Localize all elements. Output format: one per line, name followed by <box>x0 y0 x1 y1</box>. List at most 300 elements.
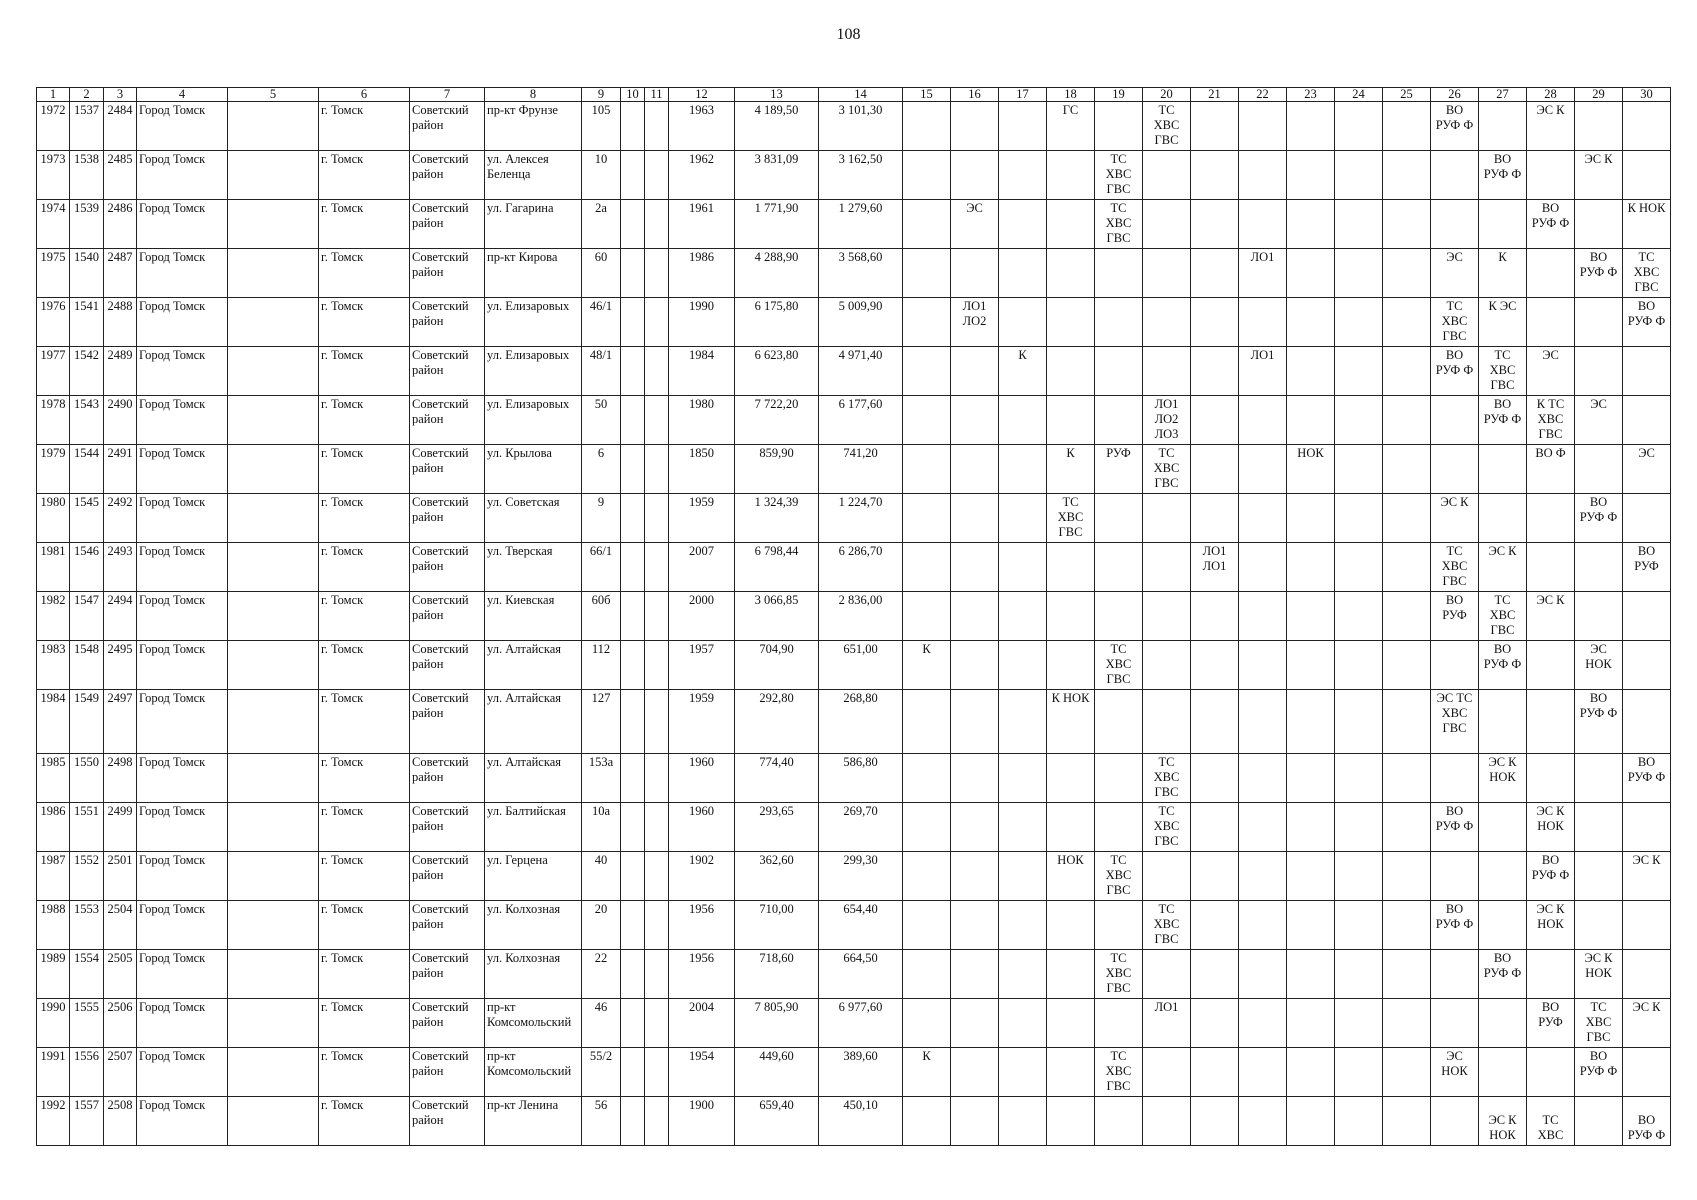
table-cell-col-20 <box>1143 298 1191 347</box>
table-cell-col-25 <box>1383 1097 1431 1146</box>
table-cell-col-29 <box>1575 102 1623 151</box>
table-cell-col-5 <box>228 690 319 754</box>
table-cell-col-27 <box>1479 999 1527 1048</box>
table-cell-col-8: пр-кт Ленина <box>485 1097 582 1146</box>
table-cell-col-21: ЛО1 ЛО1 <box>1191 543 1239 592</box>
table-cell-col-4: Город Томск <box>137 999 228 1048</box>
table-cell-col-9: 105 <box>582 102 621 151</box>
table-cell-col-20: ТС ХВС ГВС <box>1143 754 1191 803</box>
table-cell-col-5 <box>228 494 319 543</box>
table-row <box>37 641 1671 690</box>
table-row <box>37 543 1671 592</box>
table-cell-col-18: ГС <box>1047 102 1095 151</box>
table-cell-col-27 <box>1479 445 1527 494</box>
table-cell-col-18 <box>1047 754 1095 803</box>
table-cell-col-6: г. Томск <box>319 950 410 999</box>
table-cell-col-13: 6 175,80 <box>735 298 819 347</box>
table-cell-col-23 <box>1287 754 1335 803</box>
table-cell-col-28 <box>1527 249 1575 298</box>
table-cell-col-5 <box>228 445 319 494</box>
table-cell-col-12: 1900 <box>669 1097 735 1146</box>
table-cell-col-26: ТС ХВС ГВС <box>1431 298 1479 347</box>
table-cell-col-19 <box>1095 901 1143 950</box>
table-cell-col-28: ЭС К НОК <box>1527 901 1575 950</box>
table-cell-col-26: ВО РУФ Ф <box>1431 803 1479 852</box>
table-cell-col-21 <box>1191 901 1239 950</box>
table-cell-col-9: 9 <box>582 494 621 543</box>
table-cell-col-11 <box>645 1048 669 1097</box>
table-cell-col-3: 2497 <box>104 690 137 754</box>
table-cell-col-11 <box>645 543 669 592</box>
table-cell-col-22 <box>1239 298 1287 347</box>
table-cell-col-7: Советский район <box>410 102 485 151</box>
table-cell-col-27: ВО РУФ Ф <box>1479 396 1527 445</box>
table-cell-col-8: ул. Алтайская <box>485 641 582 690</box>
table-cell-col-1: 1980 <box>37 494 70 543</box>
table-cell-col-19 <box>1095 249 1143 298</box>
table-cell-col-16 <box>951 754 999 803</box>
table-cell-col-19 <box>1095 999 1143 1048</box>
table-cell-col-2: 1546 <box>70 543 104 592</box>
table-cell-col-11 <box>645 151 669 200</box>
table-cell-col-16: ЛО1 ЛО2 <box>951 298 999 347</box>
table-cell-col-14: 3 162,50 <box>819 151 903 200</box>
table-cell-col-23 <box>1287 151 1335 200</box>
table-cell-col-1: 1978 <box>37 396 70 445</box>
table-cell-col-20 <box>1143 1097 1191 1146</box>
table-cell-col-2: 1541 <box>70 298 104 347</box>
table-cell-col-3: 2499 <box>104 803 137 852</box>
table-cell-col-29 <box>1575 901 1623 950</box>
table-cell-col-25 <box>1383 1048 1431 1097</box>
table-cell-col-18 <box>1047 347 1095 396</box>
table-cell-col-2: 1556 <box>70 1048 104 1097</box>
table-row <box>37 445 1671 494</box>
table-cell-col-16 <box>951 852 999 901</box>
table-cell-col-5 <box>228 803 319 852</box>
table-cell-col-9: 60б <box>582 592 621 641</box>
table-cell-col-20 <box>1143 1048 1191 1097</box>
table-cell-col-16 <box>951 445 999 494</box>
table-cell-col-8: ул. Гагарина <box>485 200 582 249</box>
table-cell-col-1: 1987 <box>37 852 70 901</box>
table-cell-col-3: 2487 <box>104 249 137 298</box>
table-cell-col-15: К <box>903 641 951 690</box>
table-cell-col-16 <box>951 151 999 200</box>
table-cell-col-9: 48/1 <box>582 347 621 396</box>
table-cell-col-9: 60 <box>582 249 621 298</box>
table-cell-col-11 <box>645 999 669 1048</box>
column-header-20: 20 <box>1143 88 1191 102</box>
table-cell-col-26 <box>1431 999 1479 1048</box>
table-cell-col-23 <box>1287 592 1335 641</box>
table-cell-col-11 <box>645 641 669 690</box>
table-cell-col-30 <box>1623 803 1671 852</box>
table-cell-col-25 <box>1383 347 1431 396</box>
table-cell-col-24 <box>1335 543 1383 592</box>
table-cell-col-21 <box>1191 200 1239 249</box>
table-cell-col-6: г. Томск <box>319 396 410 445</box>
table-cell-col-9: 20 <box>582 901 621 950</box>
table-cell-col-5 <box>228 200 319 249</box>
table-cell-col-17 <box>999 592 1047 641</box>
table-cell-col-14: 664,50 <box>819 950 903 999</box>
table-cell-col-5 <box>228 592 319 641</box>
table-cell-col-25 <box>1383 151 1431 200</box>
table-cell-col-15 <box>903 249 951 298</box>
table-cell-col-15: К <box>903 1048 951 1097</box>
table-cell-col-30: ВО РУФ <box>1623 543 1671 592</box>
table-cell-col-22 <box>1239 151 1287 200</box>
table-cell-col-12: 1980 <box>669 396 735 445</box>
table-cell-col-15 <box>903 200 951 249</box>
table-cell-col-15 <box>903 754 951 803</box>
table-cell-col-28 <box>1527 151 1575 200</box>
column-header-2: 2 <box>70 88 104 102</box>
table-cell-col-13: 859,90 <box>735 445 819 494</box>
table-cell-col-19 <box>1095 1097 1143 1146</box>
table-cell-col-3: 2489 <box>104 347 137 396</box>
table-cell-col-13: 3 831,09 <box>735 151 819 200</box>
table-cell-col-10 <box>621 950 645 999</box>
table-cell-col-3: 2504 <box>104 901 137 950</box>
table-cell-col-27: ЭС К <box>1479 543 1527 592</box>
table-cell-col-17 <box>999 249 1047 298</box>
table-cell-col-11 <box>645 445 669 494</box>
table-cell-col-8: пр-кт Комсомольский <box>485 1048 582 1097</box>
table-cell-col-6: г. Томск <box>319 803 410 852</box>
table-cell-col-20 <box>1143 852 1191 901</box>
table-cell-col-20 <box>1143 347 1191 396</box>
table-cell-col-23 <box>1287 901 1335 950</box>
column-header-19: 19 <box>1095 88 1143 102</box>
table-cell-col-30 <box>1623 592 1671 641</box>
table-cell-col-9: 2а <box>582 200 621 249</box>
table-cell-col-2: 1545 <box>70 494 104 543</box>
table-cell-col-19 <box>1095 754 1143 803</box>
table-cell-col-7: Советский район <box>410 543 485 592</box>
table-cell-col-23 <box>1287 641 1335 690</box>
table-cell-col-21 <box>1191 803 1239 852</box>
table-cell-col-23 <box>1287 249 1335 298</box>
column-header-11: 11 <box>645 88 669 102</box>
table-cell-col-11 <box>645 852 669 901</box>
table-cell-col-16 <box>951 1048 999 1097</box>
table-cell-col-13: 3 066,85 <box>735 592 819 641</box>
table-cell-col-14: 1 224,70 <box>819 494 903 543</box>
table-cell-col-25 <box>1383 901 1431 950</box>
table-cell-col-27: К <box>1479 249 1527 298</box>
table-cell-col-19 <box>1095 592 1143 641</box>
table-cell-col-6: г. Томск <box>319 102 410 151</box>
table-cell-col-19 <box>1095 347 1143 396</box>
table-cell-col-11 <box>645 347 669 396</box>
table-cell-col-14: 1 279,60 <box>819 200 903 249</box>
table-cell-col-13: 362,60 <box>735 852 819 901</box>
table-cell-col-27 <box>1479 690 1527 754</box>
table-cell-col-5 <box>228 1097 319 1146</box>
column-header-3: 3 <box>104 88 137 102</box>
table-cell-col-23 <box>1287 102 1335 151</box>
table-cell-col-20: ТС ХВС ГВС <box>1143 901 1191 950</box>
table-cell-col-8: ул. Елизаровых <box>485 298 582 347</box>
table-cell-col-23 <box>1287 200 1335 249</box>
table-cell-col-27: ВО РУФ Ф <box>1479 641 1527 690</box>
table-cell-col-3: 2508 <box>104 1097 137 1146</box>
table-cell-col-19: ТС ХВС ГВС <box>1095 950 1143 999</box>
table-cell-col-14: 299,30 <box>819 852 903 901</box>
table-cell-col-20 <box>1143 690 1191 754</box>
column-header-30: 30 <box>1623 88 1671 102</box>
table-cell-col-14: 586,80 <box>819 754 903 803</box>
table-row <box>37 347 1671 396</box>
table-cell-col-18: НОК <box>1047 852 1095 901</box>
table-cell-col-17 <box>999 803 1047 852</box>
column-number-header-row <box>37 88 1671 102</box>
table-cell-col-10 <box>621 102 645 151</box>
column-header-10: 10 <box>621 88 645 102</box>
table-cell-col-27 <box>1479 803 1527 852</box>
table-row <box>37 950 1671 999</box>
table-cell-col-8: ул. Алтайская <box>485 754 582 803</box>
table-cell-col-20: ЛО1 <box>1143 999 1191 1048</box>
table-cell-col-4: Город Томск <box>137 151 228 200</box>
table-cell-col-5 <box>228 950 319 999</box>
table-cell-col-9: 22 <box>582 950 621 999</box>
table-cell-col-8: ул. Герцена <box>485 852 582 901</box>
column-header-25: 25 <box>1383 88 1431 102</box>
table-cell-col-28: ВО Ф <box>1527 445 1575 494</box>
table-cell-col-22 <box>1239 494 1287 543</box>
table-cell-col-23 <box>1287 803 1335 852</box>
table-cell-col-15 <box>903 102 951 151</box>
table-cell-col-21 <box>1191 999 1239 1048</box>
table-cell-col-8: ул. Елизаровых <box>485 396 582 445</box>
table-cell-col-22 <box>1239 543 1287 592</box>
table-cell-col-6: г. Томск <box>319 200 410 249</box>
table-cell-col-1: 1976 <box>37 298 70 347</box>
table-cell-col-20 <box>1143 543 1191 592</box>
table-cell-col-20 <box>1143 641 1191 690</box>
table-cell-col-22: ЛО1 <box>1239 347 1287 396</box>
table-cell-col-3: 2494 <box>104 592 137 641</box>
table-cell-col-16 <box>951 690 999 754</box>
column-header-13: 13 <box>735 88 819 102</box>
table-row <box>37 852 1671 901</box>
table-cell-col-18 <box>1047 543 1095 592</box>
column-header-6: 6 <box>319 88 410 102</box>
table-cell-col-22 <box>1239 950 1287 999</box>
table-cell-col-25 <box>1383 999 1431 1048</box>
table-cell-col-28: ТС ХВС <box>1527 1097 1575 1146</box>
table-row <box>37 901 1671 950</box>
table-cell-col-7: Советский район <box>410 803 485 852</box>
table-cell-col-8: ул. Советская <box>485 494 582 543</box>
table-cell-col-13: 449,60 <box>735 1048 819 1097</box>
table-cell-col-3: 2505 <box>104 950 137 999</box>
table-row <box>37 151 1671 200</box>
table-cell-col-7: Советский район <box>410 445 485 494</box>
table-cell-col-3: 2488 <box>104 298 137 347</box>
table-cell-col-22 <box>1239 445 1287 494</box>
table-cell-col-19 <box>1095 102 1143 151</box>
table-cell-col-1: 1977 <box>37 347 70 396</box>
table-cell-col-24 <box>1335 690 1383 754</box>
table-row <box>37 200 1671 249</box>
table-cell-col-19 <box>1095 494 1143 543</box>
table-cell-col-2: 1554 <box>70 950 104 999</box>
table-cell-col-25 <box>1383 592 1431 641</box>
table-cell-col-24 <box>1335 999 1383 1048</box>
table-cell-col-30: ТС ХВС ГВС <box>1623 249 1671 298</box>
table-cell-col-18 <box>1047 151 1095 200</box>
table-cell-col-2: 1548 <box>70 641 104 690</box>
table-cell-col-28 <box>1527 690 1575 754</box>
table-cell-col-14: 3 568,60 <box>819 249 903 298</box>
table-row <box>37 803 1671 852</box>
table-cell-col-24 <box>1335 298 1383 347</box>
table-cell-col-26 <box>1431 641 1479 690</box>
table-cell-col-25 <box>1383 641 1431 690</box>
table-cell-col-14: 741,20 <box>819 445 903 494</box>
table-cell-col-2: 1547 <box>70 592 104 641</box>
table-cell-col-16 <box>951 950 999 999</box>
table-cell-col-9: 46/1 <box>582 298 621 347</box>
table-cell-col-4: Город Томск <box>137 1048 228 1097</box>
table-cell-col-4: Город Томск <box>137 592 228 641</box>
table-cell-col-28: ВО РУФ Ф <box>1527 852 1575 901</box>
table-cell-col-13: 7 805,90 <box>735 999 819 1048</box>
table-cell-col-19 <box>1095 690 1143 754</box>
table-cell-col-29: ВО РУФ Ф <box>1575 249 1623 298</box>
table-cell-col-23 <box>1287 298 1335 347</box>
table-cell-col-6: г. Томск <box>319 494 410 543</box>
table-cell-col-8: ул. Балтийская <box>485 803 582 852</box>
table-cell-col-28 <box>1527 543 1575 592</box>
column-header-28: 28 <box>1527 88 1575 102</box>
table-cell-col-13: 4 189,50 <box>735 102 819 151</box>
table-cell-col-30 <box>1623 102 1671 151</box>
table-cell-col-10 <box>621 754 645 803</box>
table-cell-col-18 <box>1047 1048 1095 1097</box>
table-cell-col-26: ВО РУФ Ф <box>1431 901 1479 950</box>
table-cell-col-20: ТС ХВС ГВС <box>1143 445 1191 494</box>
table-cell-col-24 <box>1335 803 1383 852</box>
table-cell-col-30: ВО РУФ Ф <box>1623 754 1671 803</box>
column-header-14: 14 <box>819 88 903 102</box>
table-cell-col-5 <box>228 754 319 803</box>
table-cell-col-27: ЭС К НОК <box>1479 754 1527 803</box>
table-cell-col-14: 6 177,60 <box>819 396 903 445</box>
table-cell-col-26 <box>1431 151 1479 200</box>
table-cell-col-24 <box>1335 445 1383 494</box>
table-cell-col-17 <box>999 1097 1047 1146</box>
table-cell-col-13: 710,00 <box>735 901 819 950</box>
table-cell-col-1: 1991 <box>37 1048 70 1097</box>
table-cell-col-5 <box>228 641 319 690</box>
table-cell-col-21 <box>1191 950 1239 999</box>
table-cell-col-14: 6 977,60 <box>819 999 903 1048</box>
table-cell-col-6: г. Томск <box>319 754 410 803</box>
table-cell-col-4: Город Томск <box>137 445 228 494</box>
table-cell-col-6: г. Томск <box>319 1048 410 1097</box>
table-cell-col-16: ЭС <box>951 200 999 249</box>
table-cell-col-25 <box>1383 543 1431 592</box>
table-cell-col-19: ТС ХВС ГВС <box>1095 1048 1143 1097</box>
table-cell-col-17 <box>999 950 1047 999</box>
table-cell-col-28 <box>1527 754 1575 803</box>
table-cell-col-3: 2507 <box>104 1048 137 1097</box>
table-cell-col-8: ул. Киевская <box>485 592 582 641</box>
table-cell-col-12: 1959 <box>669 690 735 754</box>
table-cell-col-16 <box>951 347 999 396</box>
table-cell-col-29 <box>1575 347 1623 396</box>
table-cell-col-18 <box>1047 999 1095 1048</box>
table-cell-col-10 <box>621 641 645 690</box>
table-cell-col-5 <box>228 1048 319 1097</box>
table-cell-col-16 <box>951 249 999 298</box>
table-cell-col-15 <box>903 950 951 999</box>
table-cell-col-4: Город Томск <box>137 102 228 151</box>
table-cell-col-12: 1954 <box>669 1048 735 1097</box>
table-cell-col-12: 1956 <box>669 901 735 950</box>
table-cell-col-1: 1988 <box>37 901 70 950</box>
table-cell-col-7: Советский район <box>410 690 485 754</box>
table-cell-col-5 <box>228 852 319 901</box>
column-header-26: 26 <box>1431 88 1479 102</box>
table-cell-col-30 <box>1623 347 1671 396</box>
column-header-27: 27 <box>1479 88 1527 102</box>
column-header-17: 17 <box>999 88 1047 102</box>
column-header-1: 1 <box>37 88 70 102</box>
table-cell-col-6: г. Томск <box>319 592 410 641</box>
table-cell-col-22 <box>1239 592 1287 641</box>
table-cell-col-15 <box>903 347 951 396</box>
table-cell-col-22 <box>1239 690 1287 754</box>
table-cell-col-5 <box>228 151 319 200</box>
table-cell-col-12: 1960 <box>669 754 735 803</box>
table-cell-col-12: 2004 <box>669 999 735 1048</box>
table-cell-col-10 <box>621 249 645 298</box>
table-cell-col-7: Советский район <box>410 901 485 950</box>
table-cell-col-2: 1551 <box>70 803 104 852</box>
table-cell-col-15 <box>903 1097 951 1146</box>
table-cell-col-27 <box>1479 200 1527 249</box>
table-cell-col-11 <box>645 592 669 641</box>
table-cell-col-18: К НОК <box>1047 690 1095 754</box>
table-cell-col-30: К НОК <box>1623 200 1671 249</box>
table-cell-col-21 <box>1191 151 1239 200</box>
table-cell-col-22 <box>1239 200 1287 249</box>
table-cell-col-9: 10а <box>582 803 621 852</box>
table-cell-col-3: 2501 <box>104 852 137 901</box>
table-cell-col-14: 651,00 <box>819 641 903 690</box>
table-cell-col-12: 2000 <box>669 592 735 641</box>
table-cell-col-26: ВО РУФ Ф <box>1431 102 1479 151</box>
table-cell-col-17 <box>999 151 1047 200</box>
table-cell-col-25 <box>1383 690 1431 754</box>
table-cell-col-8: ул. Тверская <box>485 543 582 592</box>
table-cell-col-29: ВО РУФ Ф <box>1575 690 1623 754</box>
table-cell-col-24 <box>1335 151 1383 200</box>
table-cell-col-21 <box>1191 494 1239 543</box>
table-cell-col-3: 2490 <box>104 396 137 445</box>
table-cell-col-17: К <box>999 347 1047 396</box>
table-cell-col-8: ул. Алексея Беленца <box>485 151 582 200</box>
table-row <box>37 396 1671 445</box>
table-cell-col-24 <box>1335 200 1383 249</box>
table-cell-col-16 <box>951 592 999 641</box>
